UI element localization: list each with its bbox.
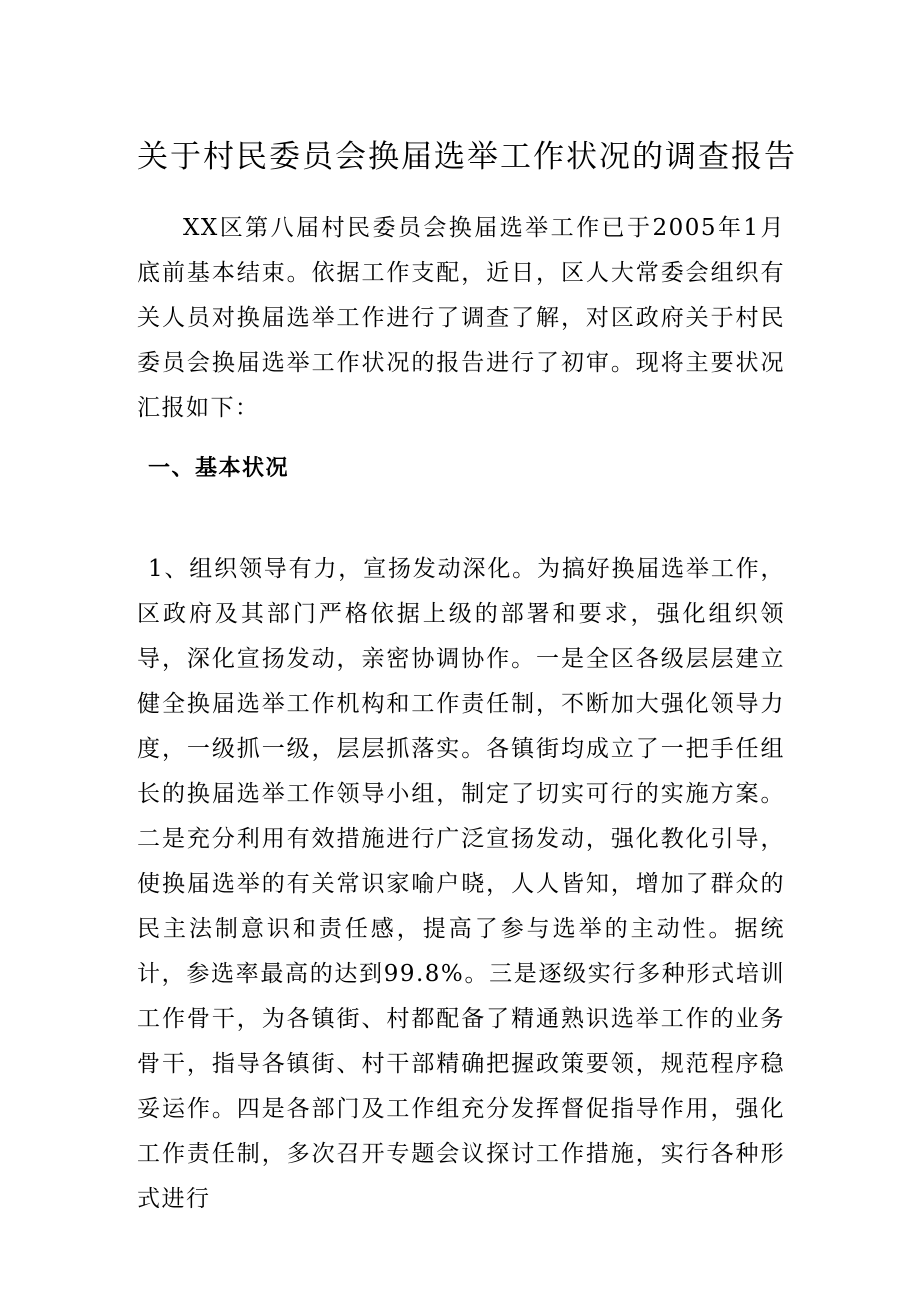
document-title: 关于村民委员会换届选举工作状况的调查报告 <box>137 138 797 175</box>
section-heading: 一、基本状况 <box>148 455 290 481</box>
section-body-paragraph: 1、组织领导有力，宣扬发动深化。为搞好换届选举工作，区政府及其部门严格依据上级的部署和要求，强化组织领导，深化宣扬发动，亲密协调协作。一是全区各级层层建立健全换届选举工作机构和工作责任制，不断加大强化领导力度，一级抓一级，层层抓落实。各镇街均成立了一把手任组长的换届选举工作领导小组，制定了切实可行的实施方案。二是充分利用有效措施进行广泛宣扬发动，强化教化引导，使换届选举的有关常识家喻户晓，人人皆知，增加了群众的民主法制意识和责任感，提高了参与选举的主动性。据统计，参选率最高的达到99.8%。三是逐级实行多种形式培训工作骨干，为各镇街、村都配备了精通熟识选举工作的业务骨干，指导各镇街、村干部精确把握政策要领，规范程序稳妥运作。四是各部门及工作组充分发挥督促指导作用，强化工作责任制，多次召开专题会议探讨工作措施，实行各种形式进行 <box>137 556 785 1212</box>
intro-paragraph: XX区第八届村民委员会换届选举工作已于2005年1月底前基本结束。依据工作支配，近日，区人大常委会组织有关人员对换届选举工作进行了调查了解，对区政府关于村民委员会换届选举工作状况的报告进行了初审。现将主要状况汇报如下： <box>137 215 785 421</box>
